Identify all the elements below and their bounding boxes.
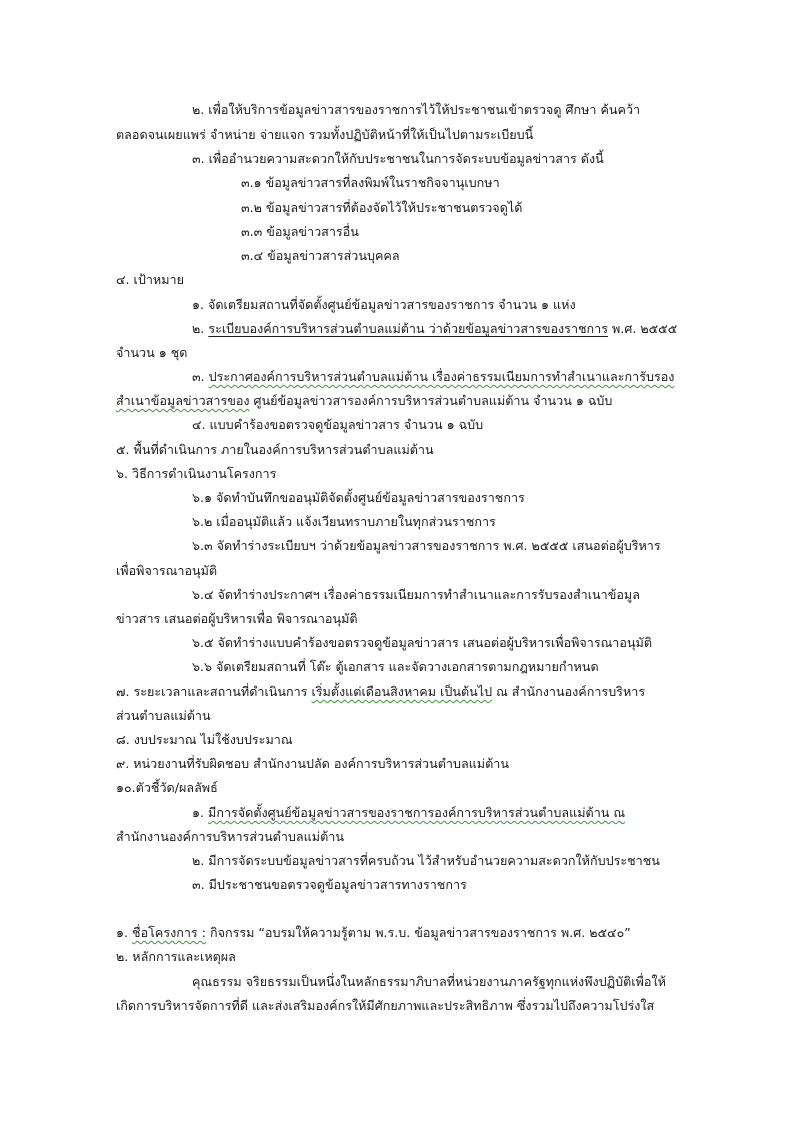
text-line xyxy=(116,683,645,701)
underlined-text: ระเบียบองค์การบริหารส่วนตำบลแม่ต้าน ว่าด้วยข้อมูลข่าวสารของราชการ xyxy=(208,321,609,336)
line-prefix: ๗. ระยะเวลาและสถานที่ดำเนินการ xyxy=(116,684,312,699)
text-line xyxy=(116,392,612,410)
text-line: ๓. เพื่ออำนวยความสะดวกให้กับประชาชนในการจัดระบบข้อมูลข่าวสาร ดังนี้ xyxy=(192,151,604,166)
flagged-text: เริ่มตั้งแต่เดือนสิงหาคม เป็นต้นไป xyxy=(311,684,493,699)
line-suffix: ณ สำนักงานองค์การบริหาร xyxy=(492,684,646,699)
section-heading: ๑๐.ตัวชี้วัด/ผลลัพธ์ xyxy=(116,780,218,795)
text-line: ๖.๒ เมื่ออนุมัติแล้ว แจ้งเวียนทราบภายในทุกส่วนราชการ xyxy=(192,514,496,529)
text-line: ตลอดจนเผยแพร่ จำหน่าย จ่ายแจก รวมทั้งปฏิบัติหน้าที่ให้เป็นไปตามระเบียบนี้ xyxy=(116,127,534,142)
section-heading: ๔. เป้าหมาย xyxy=(116,272,184,287)
text-line: ส่วนตำบลแม่ต้าน xyxy=(116,708,211,723)
section-heading: ๕. พื้นที่ดำเนินการ ภายในองค์การบริหารส่วนตำบลแม่ต้าน xyxy=(116,442,434,457)
text-line: ๒. มีการจัดระบบข้อมูลข่าวสารที่ครบถ้วน ไว้สำหรับอำนวยความสะดวกให้กับประชาชน xyxy=(192,853,660,868)
line-suffix: กิจกรรม “อบรมให้ความรู้ตาม พ.ร.บ. ข้อมูลข่าวสารของราชการ พ.ศ. ๒๕๔๐” xyxy=(205,925,631,940)
flagged-text: ชื่อโครงการ : xyxy=(132,925,206,940)
section-heading: ๘. งบประมาณ ไม่ใช้งบประมาณ xyxy=(116,732,293,747)
text-line: ๓.๒ ข้อมูลข่าวสารที่ต้องจัดไว้ให้ประชาชนตรวจดูได้ xyxy=(241,200,523,215)
text-line: คุณธรรม จริยธรรมเป็นหนึ่งในหลักธรรมาภิบาลที่หน่วยงานภาครัฐทุกแห่งพึงปฏิบัติเพื่อให้ xyxy=(192,974,666,989)
flagged-text: สำเนาข้อมูลข่าวสารของ xyxy=(116,393,250,408)
text-line: ๓.๓ ข้อมูลข่าวสารอื่น xyxy=(241,224,359,239)
line-suffix: พ.ศ. ๒๕๕๕ xyxy=(608,321,678,336)
text-line: จำนวน ๑ ชุด xyxy=(116,345,188,360)
text-line: ๓.๑ ข้อมูลข่าวสารที่ลงพิมพ์ในราชกิจจานุเบกษา xyxy=(241,175,500,190)
text-line: ๓. มีประชาชนขอตรวจดูข้อมูลข่าวสารทางราชการ xyxy=(192,877,467,892)
line-prefix: ๑. xyxy=(192,805,209,820)
text-line: ๒. เพื่อให้บริการข้อมูลข่าวสารของราชการไว้ให้ประชาชนเข้าตรวจดู ศึกษา ค้นคว้า xyxy=(192,102,641,117)
text-line xyxy=(192,368,674,386)
text-line: ๓.๔ ข้อมูลข่าวสารส่วนบุคคล xyxy=(241,248,400,263)
text-line: ๖.๕ จัดทำร่างแบบคำร้องขอตรวจดูข้อมูลข่าวสาร เสนอต่อผู้บริหารเพื่อพิจารณาอนุมัติ xyxy=(192,635,653,650)
text-line: ๖.๓ จัดทำร่างระเบียบฯ ว่าด้วยข้อมูลข่าวสารของราชการ พ.ศ. ๒๕๕๕ เสนอต่อผู้บริหาร xyxy=(192,538,661,553)
text-line: ๖.๑ จัดทำบันทึกขออนุมัติจัดตั้งศูนย์ข้อมูลข่าวสารของราชการ xyxy=(192,490,525,505)
flagged-text: ประกาศองค์การบริหารส่วนตำบลแม่ต้าน เรื่องค่าธรรมเนียมการทำสำเนาและการับรอง xyxy=(208,369,675,384)
text-line: ๑. จัดเตรียมสถานที่จัดตั้งศูนย์ข้อมูลข่าวสารของราชการ จำนวน ๑ แห่ง xyxy=(192,297,576,312)
text-line: ๔. แบบคำร้องขอตรวจดูข้อมูลข่าวสาร จำนวน ๑ ฉบับ xyxy=(192,417,484,432)
section-heading: ๖. วิธีการดำเนินงานโครงการ xyxy=(116,466,277,481)
text-line: ข่าวสาร เสนอต่อผู้บริหารเพื่อ พิจารณาอนุมัติ xyxy=(116,611,358,626)
line-suffix: ศูนย์ข้อมูลข่าวสารองค์การบริหารส่วนตำบลแม่ต้าน จำนวน ๑ ฉบับ xyxy=(249,393,613,408)
flagged-text: มีการจัดตั้งศูนย์ข้อมูลข่าวสารของราชการองค์การบริหารส่วนตำบลแม่ต้าน ณ xyxy=(208,805,626,820)
line-prefix: ๓. xyxy=(192,369,209,384)
section-heading: ๙. หน่วยงานที่รับผิดชอบ สำนักงานปลัด องค์การบริหารส่วนตำบลแม่ต้าน xyxy=(116,756,509,771)
text-line: เพื่อพิจารณาอนุมัติ xyxy=(116,563,218,578)
text-line: เกิดการบริหารจัดการที่ดี และส่งเสริมองค์กรให้มีศักยภาพและประสิทธิภาพ ซึ่งรวมไปถึงความโปร่งใส xyxy=(116,998,655,1013)
text-line xyxy=(192,804,625,822)
project-title-line xyxy=(116,924,631,942)
line-prefix: ๒. xyxy=(192,321,209,336)
text-line: ๖.๖ จัดเตรียมสถานที่ โต๊ะ ตู้เอกสาร และจัดวางเอกสารตามกฎหมายกำหนด xyxy=(192,659,599,674)
text-line: สำนักงานองค์การบริหารส่วนตำบลแม่ต้าน xyxy=(116,829,344,844)
section-heading: ๒. หลักการและเหตุผล xyxy=(116,949,236,964)
text-line xyxy=(192,320,677,338)
text-line: ๖.๔ จัดทำร่างประกาศฯ เรื่องค่าธรรมเนียมการทำสำเนาและการรับรองสำเนาข้อมูล xyxy=(192,587,640,602)
line-prefix: ๑. xyxy=(116,925,133,940)
